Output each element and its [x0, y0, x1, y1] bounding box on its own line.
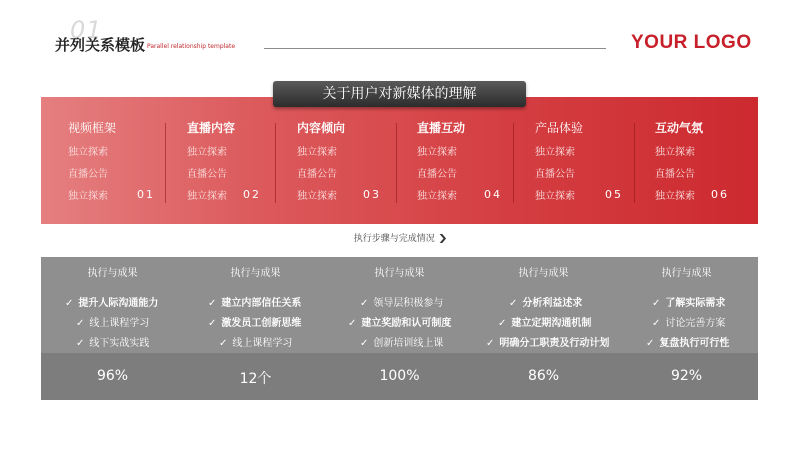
- column-divider: [275, 123, 276, 203]
- column-number: 05: [605, 188, 623, 201]
- check-icon: ✓: [652, 298, 661, 309]
- result-header: 执行与成果: [87, 268, 138, 279]
- check-icon: ✓: [498, 318, 507, 329]
- check-icon: ✓: [509, 298, 518, 309]
- result-item: ✓ 明确分工职责及行动计划: [486, 338, 610, 349]
- result-header: 执行与成果: [230, 268, 281, 279]
- exec-toggle[interactable]: [0, 231, 800, 244]
- result-item: ✓ 了解实际需求: [652, 298, 726, 309]
- column-item: 独立探索: [297, 147, 337, 158]
- column-item: 直播公告: [297, 169, 337, 180]
- check-icon: ✓: [652, 318, 661, 329]
- result-item: ✓ 建立内部信任关系: [208, 298, 302, 309]
- check-icon: ✓: [219, 338, 228, 349]
- result-item: ✓ 创新培训线上课: [360, 338, 444, 349]
- check-icon: ✓: [486, 338, 495, 349]
- check-icon: ✓: [646, 338, 655, 349]
- result-item: ✓ 讨论完善方案: [652, 318, 726, 329]
- result-percent: 96%: [96, 368, 129, 384]
- column-title: 内容倾向: [297, 121, 346, 135]
- result-header: 执行与成果: [374, 268, 425, 279]
- column-item: 独立探索: [187, 147, 227, 158]
- column-item: 独立探索: [297, 191, 337, 202]
- banner-title: 关于用户对新媒体的理解: [273, 81, 526, 107]
- column-item: 直播公告: [655, 169, 695, 180]
- column-item: 独立探索: [535, 147, 575, 158]
- result-percent: 92%: [670, 368, 703, 384]
- red-panel: [41, 97, 758, 224]
- result-item: ✓ 激发员工创新思维: [208, 318, 302, 329]
- column-divider: [513, 123, 514, 203]
- result-header: 执行与成果: [518, 268, 569, 279]
- check-icon: ✓: [360, 338, 369, 349]
- result-column: [472, 257, 615, 400]
- column-number: 02: [243, 188, 261, 201]
- check-icon: ✓: [208, 298, 217, 309]
- exec-toggle-label: 执行步骤与完成情况: [353, 234, 435, 244]
- page-subtitle: Parallel relationship template: [147, 43, 236, 50]
- result-item: ✓ 线上课程学习: [219, 338, 293, 349]
- column-title: 直播内容: [187, 121, 236, 135]
- column-divider: [634, 123, 635, 203]
- column-item: 独立探索: [68, 147, 108, 158]
- top-column: [68, 97, 158, 224]
- result-item: ✓ 线下实战实践: [76, 338, 150, 349]
- result-percent: 12个: [239, 371, 272, 387]
- column-number: 04: [484, 188, 502, 201]
- check-icon: ✓: [65, 298, 74, 309]
- column-title: 产品体验: [535, 121, 584, 135]
- result-item: ✓ 建立奖励和认可制度: [348, 318, 452, 329]
- column-number: 01: [137, 188, 155, 201]
- check-icon: ✓: [208, 318, 217, 329]
- column-title: 互动气氛: [655, 121, 704, 135]
- check-icon: ✓: [76, 338, 85, 349]
- result-column: [615, 257, 758, 400]
- result-column: [327, 257, 472, 400]
- column-number: 03: [363, 188, 381, 201]
- top-column: [417, 97, 507, 224]
- result-item: ✓ 分析利益述求: [509, 298, 583, 309]
- result-header: 执行与成果: [661, 268, 712, 279]
- ghost-section-number: 01: [70, 16, 103, 44]
- column-title: 直播互动: [417, 121, 466, 135]
- result-percent: 86%: [527, 368, 560, 384]
- column-item: 独立探索: [187, 191, 227, 202]
- result-item: ✓ 线上课程学习: [76, 318, 150, 329]
- result-item: ✓ 复盘执行可行性: [646, 338, 730, 349]
- top-column: [297, 97, 387, 224]
- column-item: 独立探索: [68, 191, 108, 202]
- top-column: [655, 97, 755, 224]
- check-icon: ✓: [76, 318, 85, 329]
- result-item: ✓ 建立定期沟通机制: [498, 318, 592, 329]
- column-item: 直播公告: [68, 169, 108, 180]
- column-divider: [165, 123, 166, 203]
- result-item: ✓ 提升人际沟通能力: [65, 298, 159, 309]
- column-item: 直播公告: [187, 169, 227, 180]
- column-item: 独立探索: [655, 147, 695, 158]
- result-percent: 100%: [379, 368, 420, 384]
- column-item: 独立探索: [535, 191, 575, 202]
- top-column: [187, 97, 277, 224]
- top-column: [535, 97, 625, 224]
- column-item: 直播公告: [417, 169, 457, 180]
- column-item: 独立探索: [655, 191, 695, 202]
- result-column: [41, 257, 184, 400]
- check-icon: ✓: [360, 298, 369, 309]
- chevron-down-icon: ❯: [437, 234, 448, 244]
- logo: YOUR LOGO: [631, 32, 752, 53]
- column-number: 06: [711, 188, 729, 201]
- column-title: 视频框架: [68, 121, 117, 135]
- result-column: [184, 257, 327, 400]
- header-divider: [264, 48, 606, 49]
- column-item: 独立探索: [417, 147, 457, 158]
- gray-panel: [41, 257, 758, 400]
- column-item: 直播公告: [535, 169, 575, 180]
- page-title: 并列关系模板: [55, 36, 146, 54]
- check-icon: ✓: [348, 318, 357, 329]
- column-item: 独立探索: [417, 191, 457, 202]
- result-item: ✓ 领导层积极参与: [360, 298, 444, 309]
- column-divider: [396, 123, 397, 203]
